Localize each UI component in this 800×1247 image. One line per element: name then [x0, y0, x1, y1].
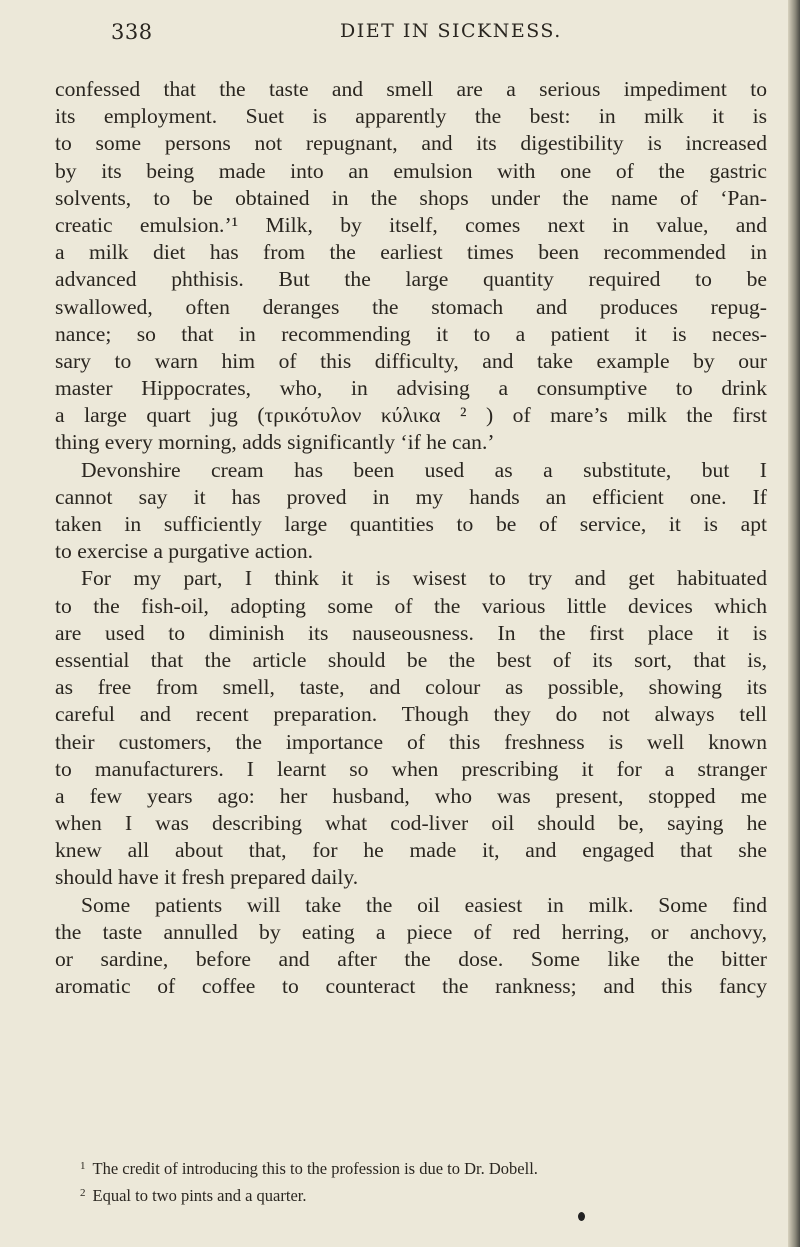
text-line: thing every morning, adds significantly ‘if he can.’	[55, 430, 495, 455]
footnote-text: Equal to two pints and a quarter.	[92, 1186, 307, 1205]
text-line: are used to diminish its nauseousness. In the first place it is	[55, 620, 767, 645]
text-line: or sardine, before and after the dose. Some like the bitter	[55, 947, 767, 971]
text-line: to exercise a purgative action.	[55, 539, 314, 564]
text-line: Devonshire cream has been used as a substitute, but I	[81, 457, 767, 482]
text-line: its employment. Suet is apparently the best: in milk it is	[55, 104, 767, 129]
text-line: swallowed, often deranges the stomach and produces repug-	[55, 294, 767, 319]
ink-blot	[578, 1212, 585, 1221]
body-text	[55, 76, 767, 1000]
text-line: their customers, the importance of this freshness is well known	[55, 729, 767, 754]
text-line: to some persons not repugnant, and its digestibility is increased	[55, 131, 767, 156]
running-head: DIET IN SICKNESS.	[340, 20, 562, 42]
footnote-mark: 2	[80, 1187, 86, 1199]
page-header	[111, 20, 691, 50]
footnote	[80, 1181, 740, 1208]
text-line: as free from smell, taste, and colour as possible, showing its	[55, 675, 767, 700]
footnotes	[80, 1154, 740, 1208]
text-line: to manufacturers. I learnt so when prescribing it for a stranger	[55, 756, 767, 781]
text-line: advanced phthisis. But the large quantity required to be	[55, 267, 767, 292]
text-line: sary to warn him of this difficulty, and take example by our	[55, 348, 767, 373]
footnote-mark: 1	[80, 1160, 86, 1172]
text-line: Some patients will take the oil easiest in milk. Some find	[81, 892, 767, 917]
text-line: essential that the article should be the best of its sort, that is,	[55, 647, 767, 672]
text-line: careful and recent preparation. Though they do not always tell	[55, 702, 767, 727]
text-line: confessed that the taste and smell are a serious impediment to	[55, 77, 767, 101]
text-line: cannot say it has proved in my hands an efficient one. If	[55, 484, 767, 509]
text-line: should have it fresh prepared daily.	[55, 865, 359, 890]
footnote-text: The credit of introducing this to the profession is due to Dr. Dobell.	[92, 1159, 538, 1178]
text-line: when I was describing what cod-liver oil should be, saying he	[55, 811, 767, 836]
text-line: aromatic of coffee to counteract the rankness; and this fancy	[55, 974, 767, 999]
page-edge-shadow	[788, 0, 800, 1247]
text-line: by its being made into an emulsion with one of the gastric	[55, 158, 767, 183]
text-line: taken in sufficiently large quantities to be of service, it is apt	[55, 512, 767, 536]
text-line: knew all about that, for he made it, and engaged that she	[55, 838, 767, 863]
text-line: solvents, to be obtained in the shops under the name of ‘Pan-	[55, 185, 767, 210]
text-line: master Hippocrates, who, in advising a consumptive to drink	[55, 376, 767, 401]
text-line: creatic emulsion.’¹ Milk, by itself, comes next in value, and	[55, 212, 767, 237]
footnote	[80, 1154, 740, 1181]
text-line: a few years ago: her husband, who was present, stopped me	[55, 783, 767, 808]
page-number: 338	[111, 20, 153, 44]
text-line: a large quart jug (τρικότυλον κύλικα ² ) of mare’s milk the first	[55, 403, 767, 428]
text-line: a milk diet has from the earliest times been recommended in	[55, 240, 767, 265]
text-line: For my part, I think it is wisest to try and get habituated	[81, 566, 767, 591]
text-line: nance; so that in recommending it to a patient it is neces-	[55, 321, 767, 346]
text-line: to the fish-oil, adopting some of the various little devices which	[55, 593, 767, 618]
text-line: the taste annulled by eating a piece of red herring, or anchovy,	[55, 919, 767, 944]
